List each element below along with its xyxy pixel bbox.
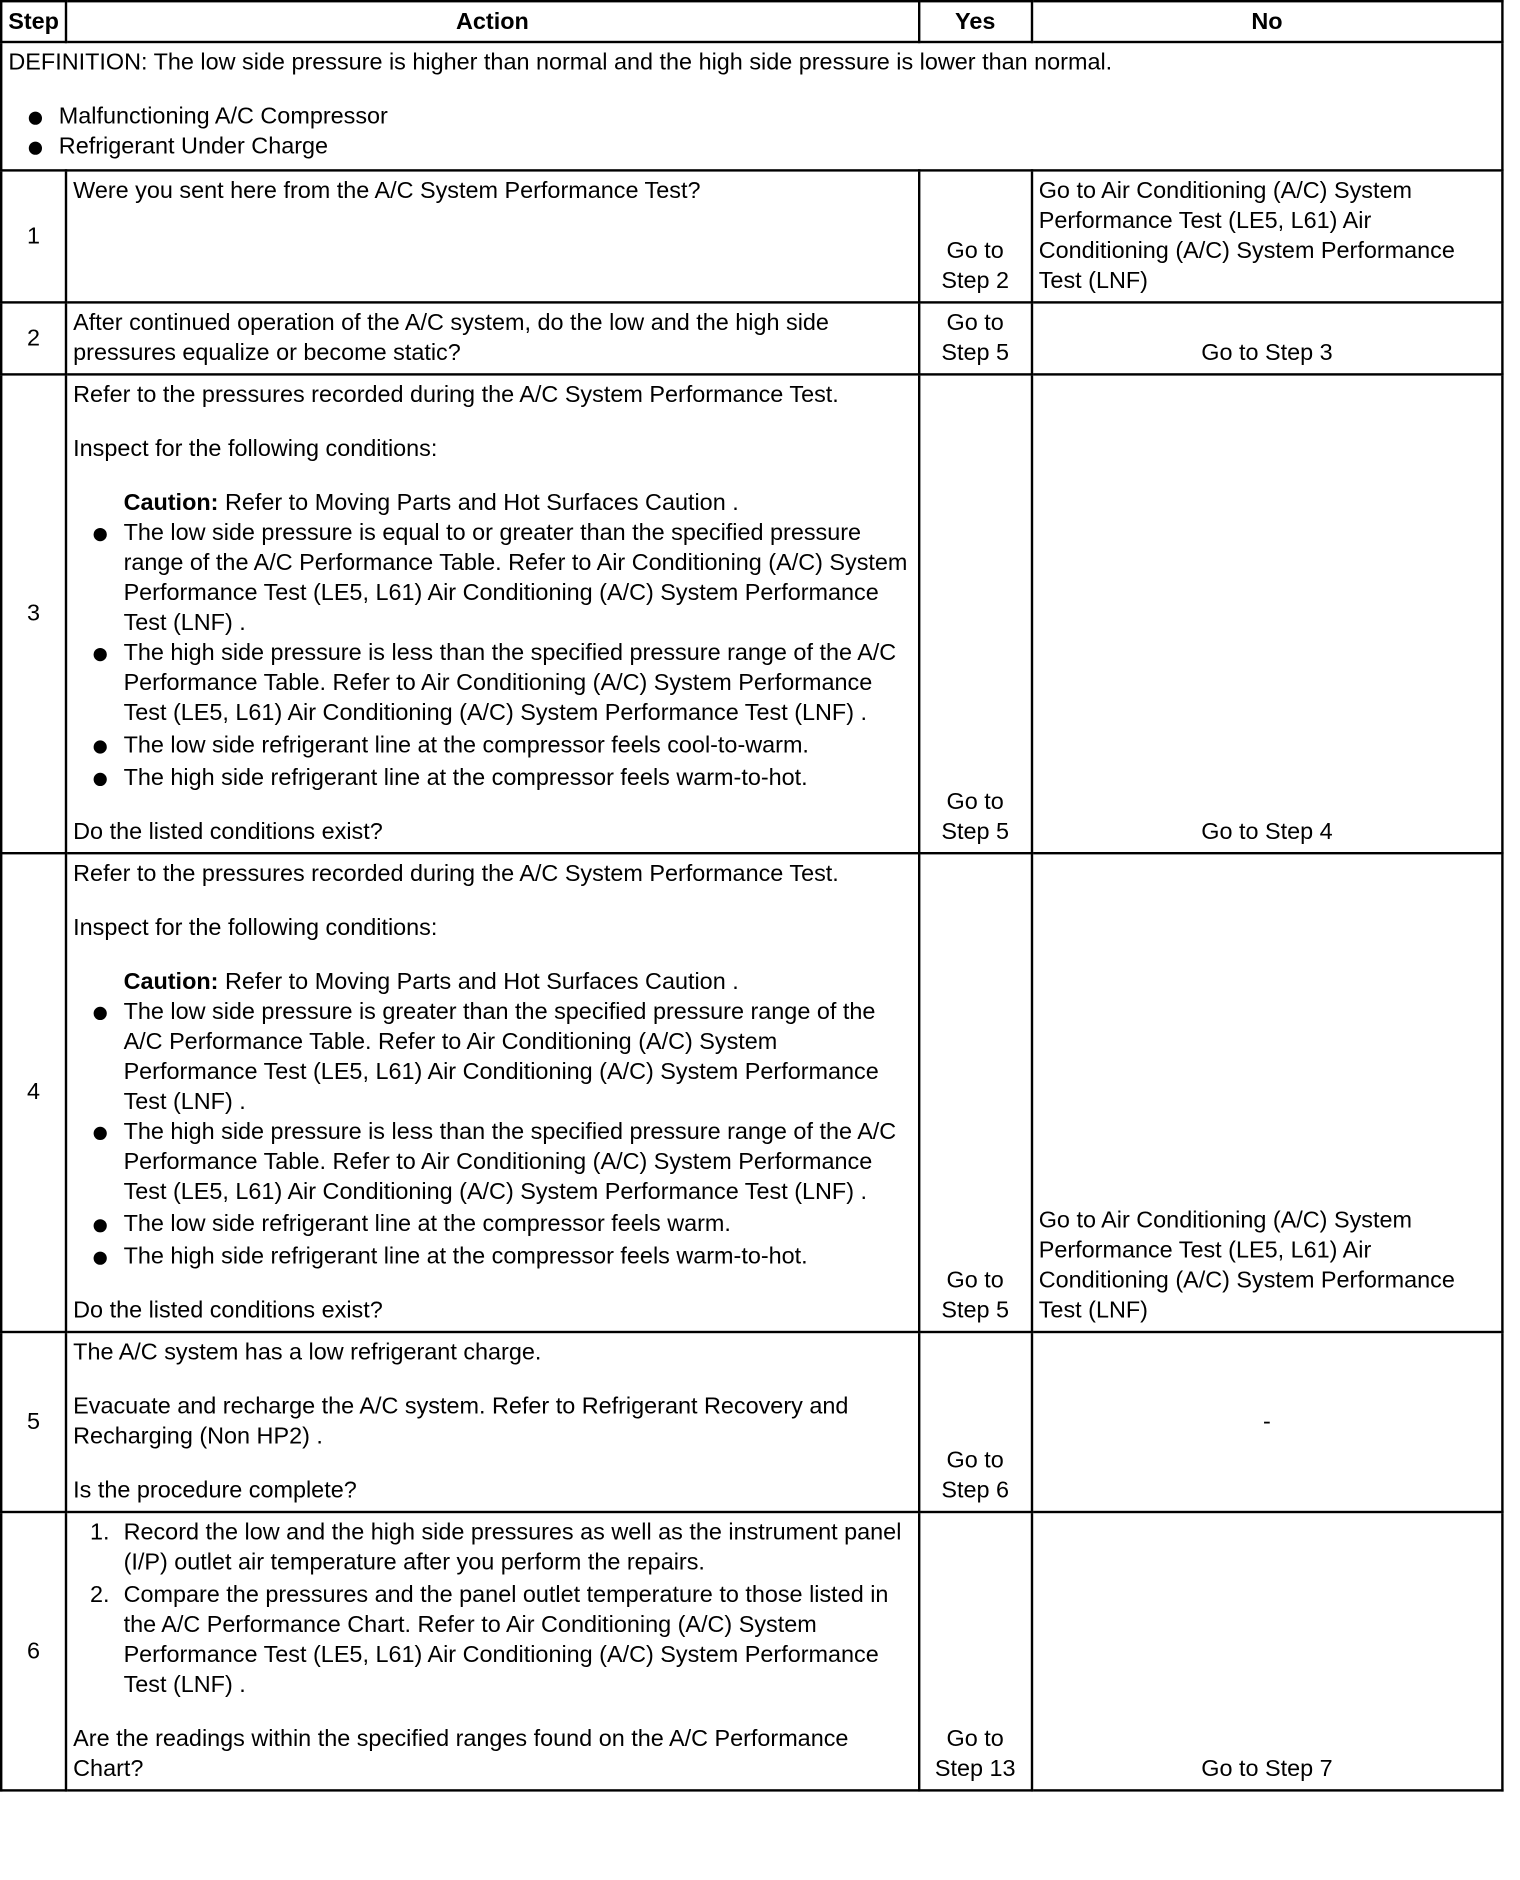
procedure-text: Record the low and the high side pressures as well as the instrument panel (I/P) outlet air temperature after you perform the repairs. [123, 1519, 902, 1576]
step-row-5 [1, 1332, 1502, 1512]
no-cell [1032, 1512, 1503, 1790]
condition-list [73, 518, 911, 793]
procedure-item [73, 1580, 911, 1700]
step-question: Do the listed conditions exist? [73, 818, 383, 845]
no-cell [1032, 302, 1503, 374]
no-cell [1032, 374, 1503, 853]
condition-item: The high side refrigerant line at the compressor feels warm-to-hot. [73, 1242, 911, 1272]
condition-item: The high side pressure is less than the specified pressure range of the A/C Performance Table. Refer to Air Conditioning (A/C) System Performance Test (LE5, L61) Air Conditioning (A/C) System Performance Test (LNF) . [73, 638, 911, 728]
step-row-3 [1, 374, 1502, 853]
step-intro: Refer to the pressures recorded during the A/C System Performance Test. [73, 860, 839, 887]
no-cell [1032, 170, 1503, 302]
no-value: - [1263, 1408, 1271, 1435]
action-cell [66, 170, 919, 302]
procedure-number: 1. [89, 1519, 110, 1546]
header-row [1, 1, 1502, 42]
procedure-list [73, 1518, 911, 1700]
condition-item: The low side pressure is greater than the specified pressure range of the A/C Performance Table. Refer to Air Conditioning (A/C) System Performance Test (LE5, L61) Air Conditioning (A/C) System Performance Test (LNF) . [73, 997, 911, 1117]
step-question: After continued operation of the A/C system, do the low and the high side pressures equalize or become static? [73, 309, 829, 366]
step-number: 4 [1, 853, 66, 1332]
step-question: Were you sent here from the A/C System Performance Test? [73, 177, 701, 205]
header-yes: Yes [919, 1, 1032, 42]
no-link[interactable]: Go to Air Conditioning (A/C) System Performance Test (LE5, L61) Air Conditioning (A/C) System Performance Test (LNF) [1038, 177, 1455, 294]
yes-link[interactable]: Go to Step 5 [941, 309, 1010, 366]
definition-row [1, 42, 1502, 170]
condition-item: The high side refrigerant line at the compressor feels warm-to-hot. [73, 763, 911, 793]
procedure-item [73, 1518, 911, 1578]
definition-cell [1, 42, 1502, 170]
yes-link[interactable]: Go to Step 5 [941, 788, 1010, 845]
step-line: The A/C system has a low refrigerant charge. [73, 1339, 542, 1366]
step-number: 2 [1, 302, 66, 374]
no-link[interactable]: Go to Air Conditioning (A/C) System Performance Test (LE5, L61) Air Conditioning (A/C) System Performance Test (LNF) [1038, 1207, 1455, 1324]
step-row-6 [1, 1512, 1502, 1790]
action-cell [66, 374, 919, 853]
yes-cell [919, 1332, 1032, 1512]
yes-link[interactable]: Go to Step 2 [941, 237, 1010, 294]
yes-link[interactable]: Go to Step 6 [941, 1447, 1010, 1504]
step-number: 5 [1, 1332, 66, 1512]
yes-cell [919, 853, 1032, 1332]
yes-link[interactable]: Go to Step 13 [934, 1725, 1016, 1783]
definition-bullet: Malfunctioning A/C Compressor [8, 102, 1495, 132]
action-cell [66, 302, 919, 374]
caution-note [73, 488, 911, 518]
step-row-2 [1, 302, 1502, 374]
step-question: Are the readings within the specified ranges found on the A/C Performance Chart? [73, 1725, 849, 1783]
condition-item: The low side refrigerant line at the compressor feels cool-to-warm. [73, 731, 911, 761]
action-cell [66, 853, 919, 1332]
procedure-text: Compare the pressures and the panel outlet temperature to those listed in the A/C Performance Chart. Refer to Air Conditioning (A/C) System Performance Test (LE5, L61) Air Conditioning (A/C) System Performance Test (LNF) . [123, 1581, 889, 1699]
step-inspect: Inspect for the following conditions: [73, 435, 438, 463]
definition-bullet: Refrigerant Under Charge [8, 132, 1495, 162]
no-cell [1032, 1332, 1503, 1512]
step-intro: Refer to the pressures recorded during the A/C System Performance Test. [73, 381, 839, 409]
condition-list [73, 997, 911, 1272]
step-inspect: Inspect for the following conditions: [73, 914, 438, 941]
step-question: Do the listed conditions exist? [73, 1297, 383, 1324]
condition-item: The low side pressure is equal to or greater than the specified pressure range of the A/C Performance Table. Refer to Air Conditioning (A/C) System Performance Test (LE5, L61) Air Conditioning (A/C) System Performance Test (LNF) . [73, 518, 911, 638]
no-link[interactable]: Go to Step 7 [1201, 1755, 1333, 1783]
procedure-number: 2. [89, 1581, 110, 1609]
caution-text: Refer to Moving Parts and Hot Surfaces Caution . [218, 968, 739, 995]
yes-cell [919, 1512, 1032, 1790]
yes-link[interactable]: Go to Step 5 [941, 1267, 1010, 1324]
caution-note [73, 967, 911, 997]
definition-bullets [8, 102, 1495, 162]
header-step: Step [1, 1, 66, 42]
step-number: 3 [1, 374, 66, 853]
condition-item: The high side pressure is less than the specified pressure range of the A/C Performance Table. Refer to Air Conditioning (A/C) System Performance Test (LE5, L61) Air Conditioning (A/C) System Performance Test (LNF) . [73, 1117, 911, 1207]
definition-text: DEFINITION: The low side pressure is higher than normal and the high side pressure is lower than normal. [8, 49, 1113, 76]
yes-cell [919, 374, 1032, 853]
caution-label: Caution: [123, 489, 219, 516]
header-no: No [1032, 1, 1503, 42]
no-link[interactable]: Go to Step 3 [1201, 339, 1333, 366]
action-cell [66, 1512, 919, 1790]
caution-text: Refer to Moving Parts and Hot Surfaces Caution . [218, 489, 739, 516]
yes-cell [919, 170, 1032, 302]
no-link[interactable]: Go to Step 4 [1201, 818, 1333, 845]
step-number: 1 [1, 170, 66, 302]
step-line: Evacuate and recharge the A/C system. Refer to Refrigerant Recovery and Recharging (Non HP2) . [73, 1393, 849, 1450]
no-cell [1032, 853, 1503, 1332]
yes-cell [919, 302, 1032, 374]
step-row-4 [1, 853, 1502, 1332]
step-question: Is the procedure complete? [73, 1477, 357, 1504]
caution-label: Caution: [123, 968, 219, 995]
step-number: 6 [1, 1512, 66, 1790]
action-cell [66, 1332, 919, 1512]
header-action: Action [66, 1, 919, 42]
condition-item: The low side refrigerant line at the compressor feels warm. [73, 1210, 911, 1240]
step-row-1 [1, 170, 1502, 302]
